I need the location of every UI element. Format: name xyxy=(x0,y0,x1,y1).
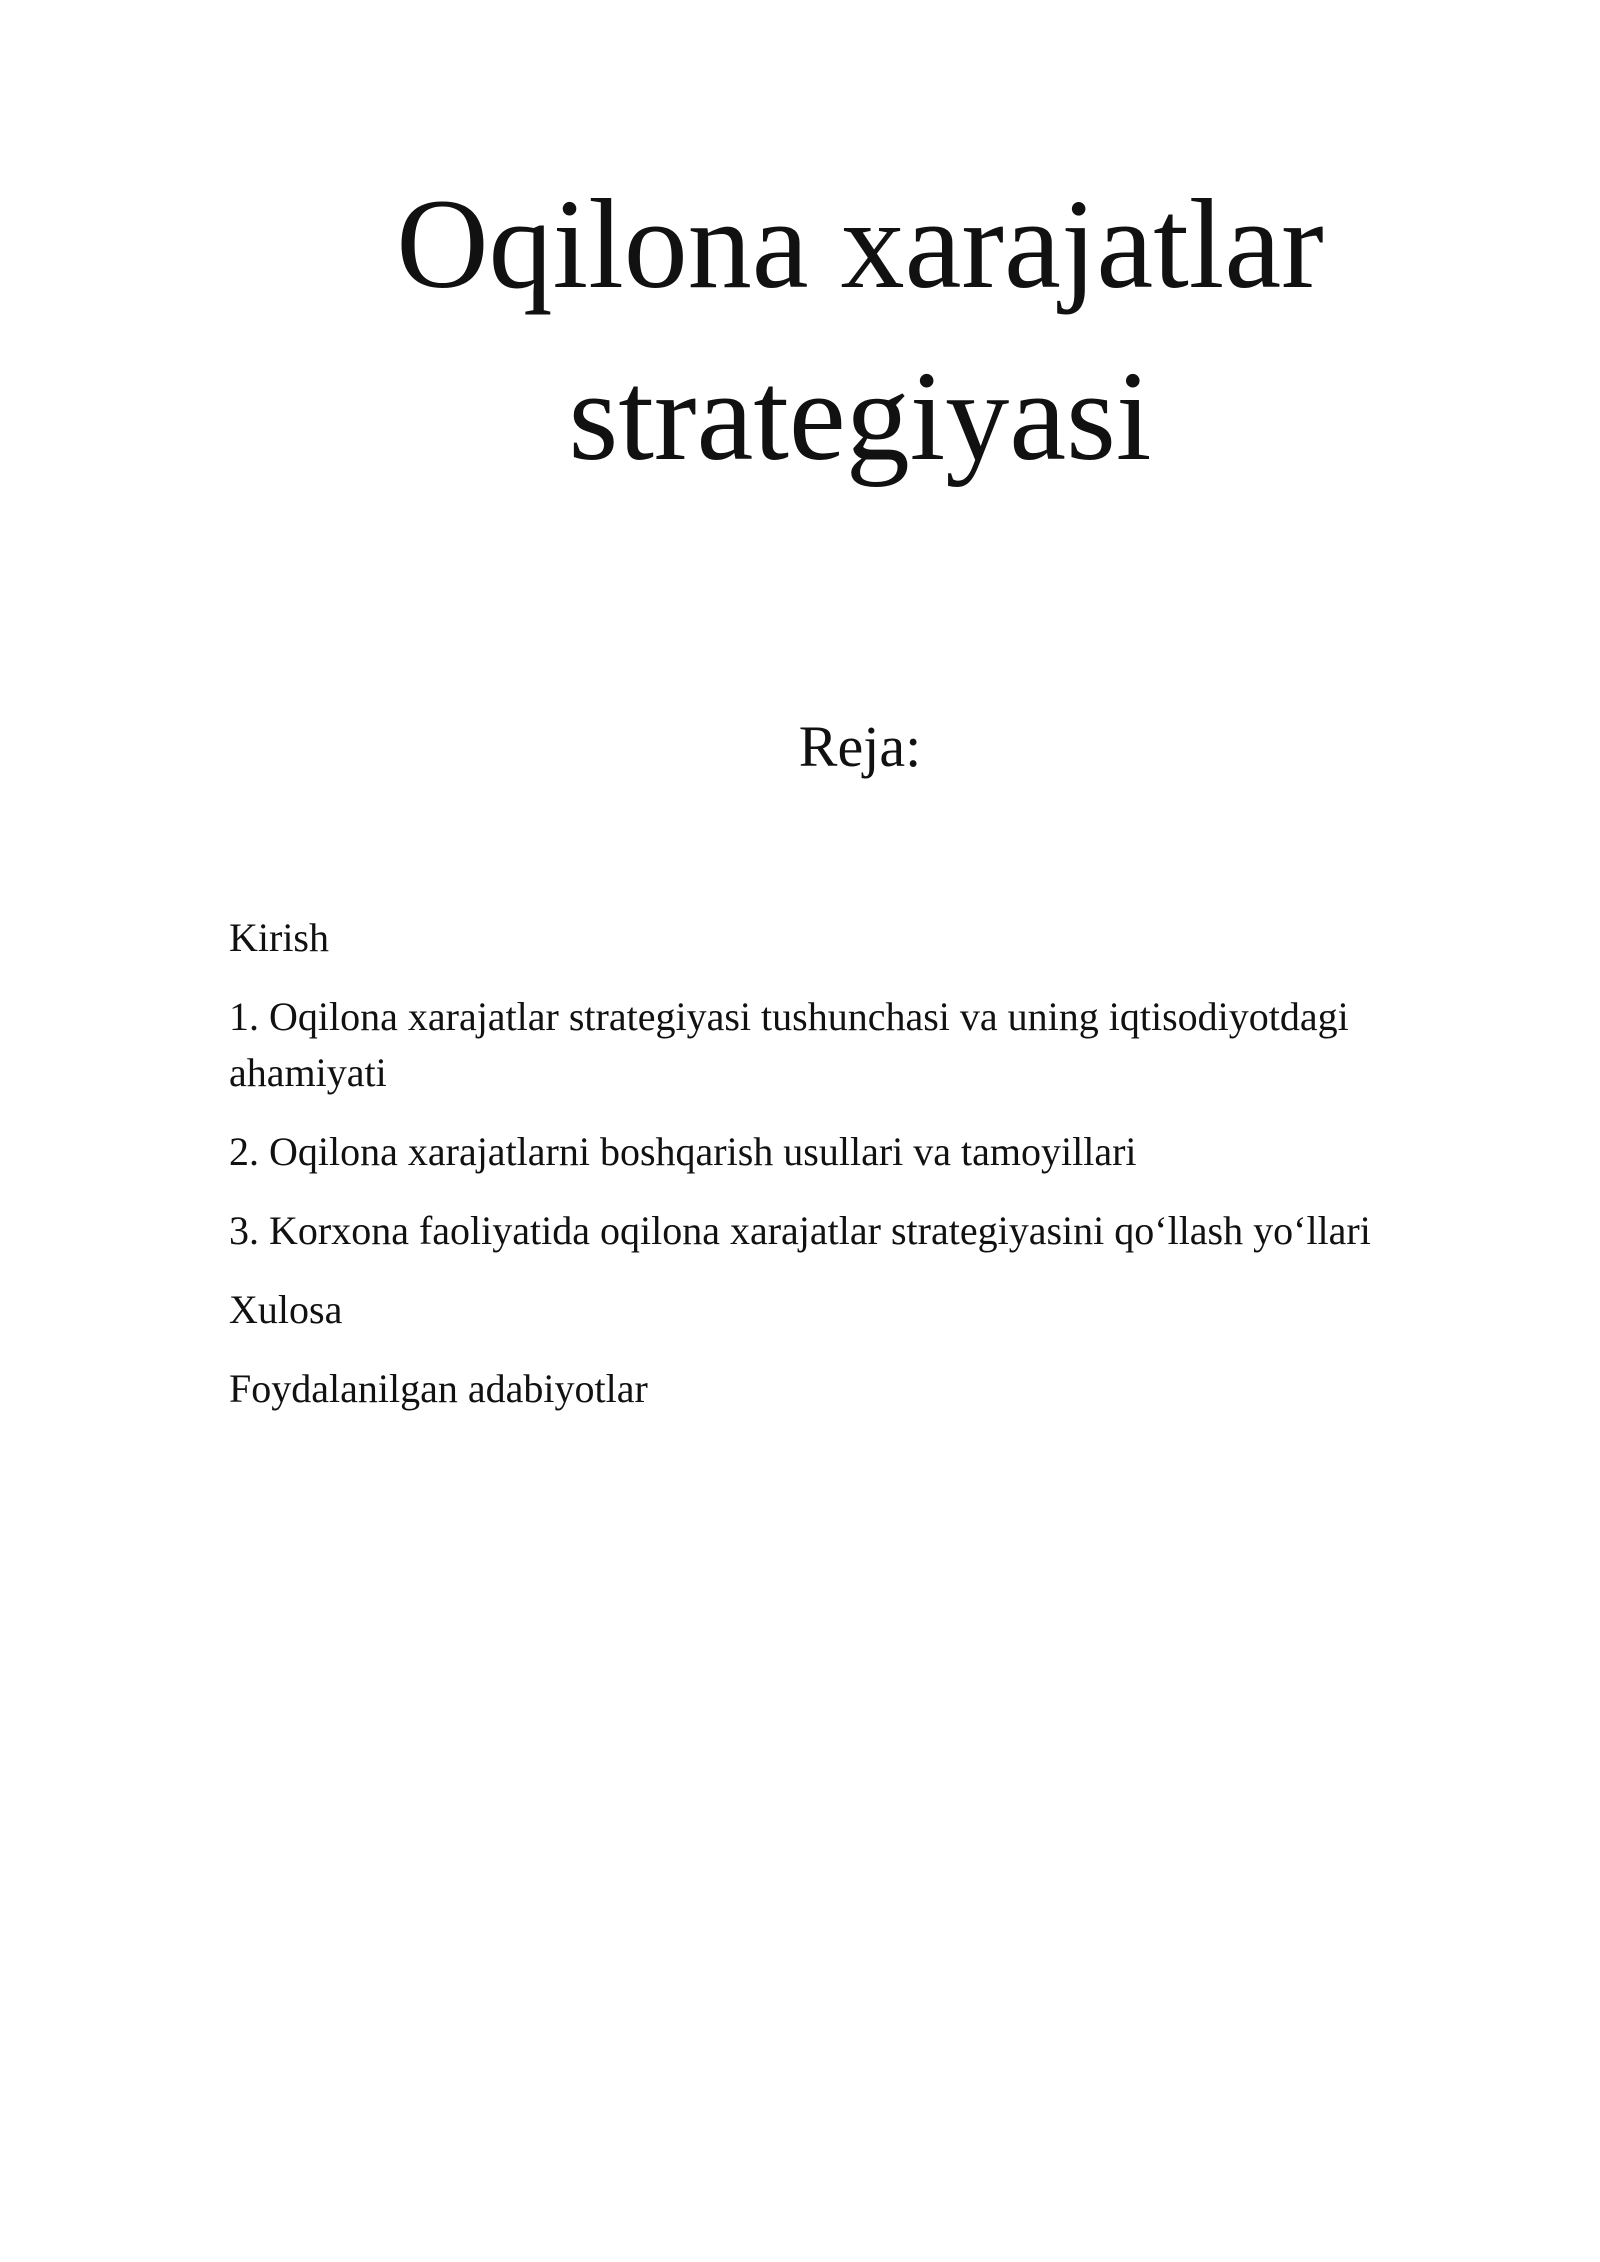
plan-item-references: Foydalanilgan adabiyotlar xyxy=(229,1366,648,1411)
plan-list xyxy=(229,910,1479,1440)
document-title xyxy=(300,158,1420,502)
plan-item-3: 3. Korxona faoliyatida oqilona xarajatlar strategiyasini qo‘llash yo‘llari xyxy=(229,1208,1371,1253)
plan-item-conclusion: Xulosa xyxy=(229,1287,343,1332)
plan-item-2: 2. Oqilona xarajatlarni boshqarish usullari va tamoyillari xyxy=(229,1129,1137,1174)
document-title-line-2: strategiyasi xyxy=(568,345,1152,487)
plan-item-introduction: Kirish xyxy=(229,915,329,960)
plan-item-1: 1. Oqilona xarajatlar strategiyasi tushunchasi va uning iqtisodiyotdagi ahamiyati xyxy=(229,994,1349,1095)
document-title-line-1: Oqilona xarajatlar xyxy=(396,173,1324,315)
plan-heading: Reja: xyxy=(798,714,922,779)
